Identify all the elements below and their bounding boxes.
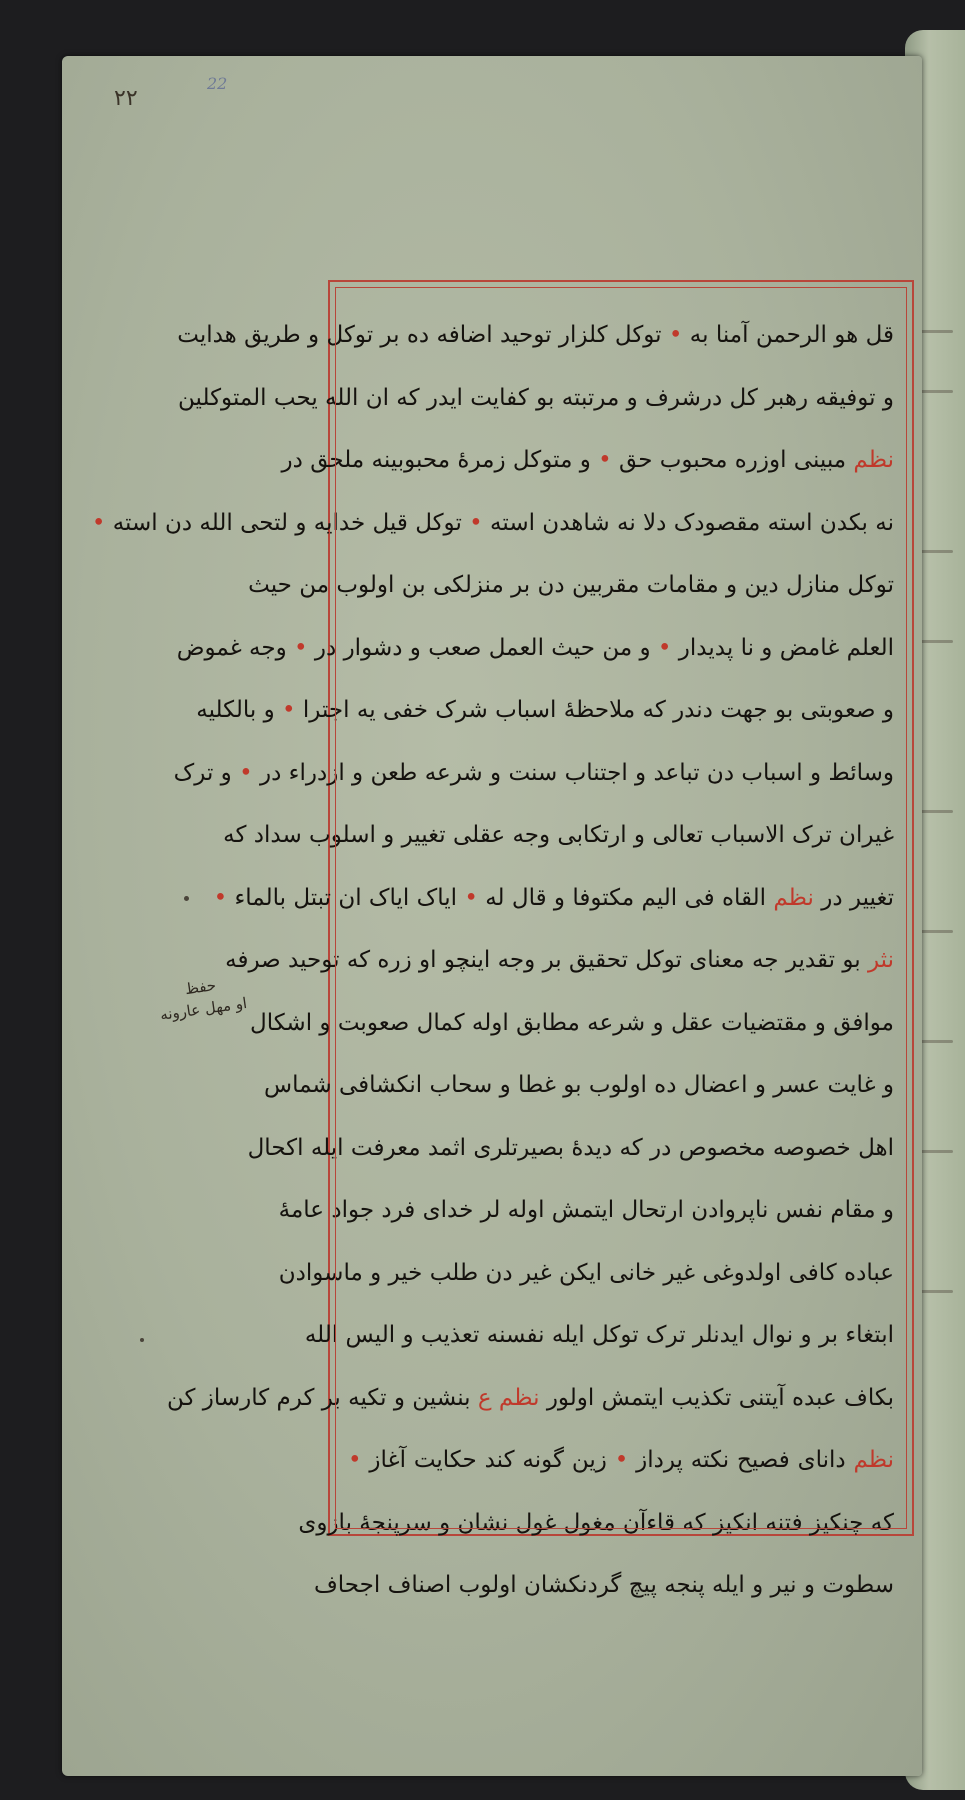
text-line: اهل خصوصه مخصوص در که دیدهٔ بصیرتلری اثمد معرفت ایله اکحال xyxy=(247,1134,894,1161)
text-line: غیران ترک الاسباب تعالی و ارتکابی وجه عقلی تغییر و اسلوب سداد که xyxy=(223,822,894,848)
text-line: سطوت و نیر و ایله پنجه پیچ گردنکشان اولوب اصناف اجحاف xyxy=(313,1572,894,1598)
ink-speck xyxy=(184,896,189,901)
folio-number: ۲۲ xyxy=(114,86,138,111)
text-line: عباده کافی اولدوغی غیر خانی ایکن غیر دن طلب خیر و ماسوادن xyxy=(278,1259,894,1286)
text-line: وسائط و اسباب دن تباعد و اجتناب سنت و شرعه طعن و ازدراء در • و ترک xyxy=(173,759,894,786)
text-line: که چنکیز فتنه انکیز که قاءآن مغول غول نشان و سرپنجهٔ بازوی xyxy=(298,1509,894,1536)
margin-note-line: او مهل عارونه xyxy=(158,993,249,1024)
text-line: ابتغاء بر و نوال ایدنلر ترک توکل ایله نفسنه تعذیب و الیس الله xyxy=(304,1322,894,1348)
text-line: بکاف عبده آیتنی تکذیب ایتمش اولور نظم ع بنشین و تکیه بر کرم کارساز کن xyxy=(166,1384,894,1411)
text-line: قل هو الرحمن آمنا به • توکل کلزار توحید اضافه ده بر توکل و طریق هدایت xyxy=(177,322,894,348)
margin-note-line: حفظ xyxy=(183,976,218,999)
pencil-folio-number: 22 xyxy=(207,74,228,93)
manuscript-page xyxy=(62,56,922,1776)
text-line: و توفیقه رهبر کل درشرف و مرتبته بو کفایت ایدر که ان الله یحب المتوکلین xyxy=(178,384,894,411)
text-line: نثر بو تقدیر جه معنای توکل تحقیق بر وجه اینچو او زره که توحید صرفه xyxy=(225,947,894,973)
text-line: موافق و مقتضیات عقل و شرعه مطابق اوله کمال صعوبت و اشکال xyxy=(250,1009,894,1036)
text-line: نظم دانای فصیح نکته پرداز • زین گونه کند حکایت آغاز • xyxy=(348,1447,895,1473)
text-line: العلم غامض و نا پدیدار • و من حیث العمل صعب و دشوار در • وجه غموض xyxy=(176,634,894,661)
text-line: و مقام نفس ناپروادن ارتحال ایتمش اوله لر خدای فرد جواد عامهٔ xyxy=(278,1197,894,1223)
text-line: و غایت عسر و اعضال ده اولوب بو غطا و سحاب انکشافی شماس xyxy=(264,1072,894,1098)
text-line: توکل منازل دین و مقامات مقربین دن بر منزلکی بن اولوب من حیث xyxy=(248,572,894,598)
text-line: نظم مبینی اوزره محبوب حق • و متوکل زمرهٔ محبوبینه ملحق در xyxy=(281,447,894,473)
text-line: تغییر در نظم القاه فی الیم مکتوفا و قال له • ایاک ایاک ان تبتل بالماء • xyxy=(213,884,894,911)
text-line: نه بکدن استه مقصودک دلا نه شاهدن استه • توکل قیل خدایه و لتحی الله دن استه • xyxy=(91,509,894,536)
ink-speck xyxy=(140,1338,144,1342)
text-line: و صعوبتی بو جهت دندر که ملاحظهٔ اسباب شرک خفی یه اجترا • و بالکلیه xyxy=(196,697,894,723)
